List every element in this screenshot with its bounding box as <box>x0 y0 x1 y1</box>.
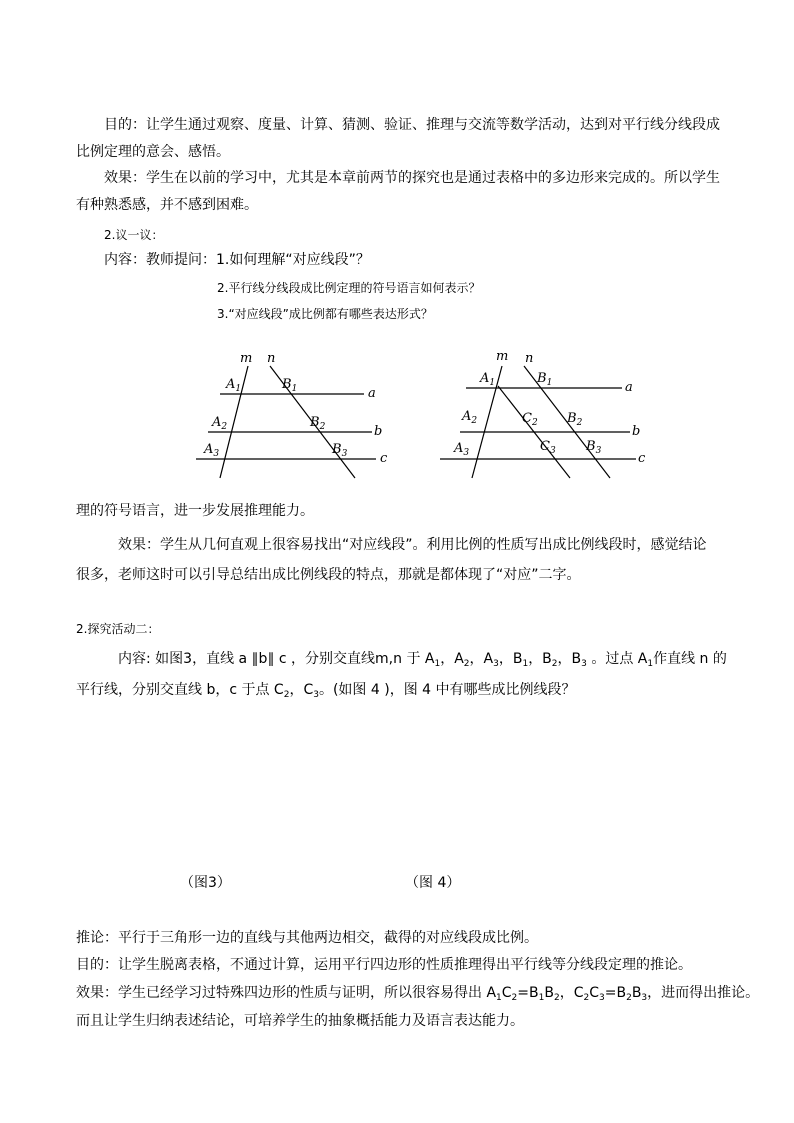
goal1-line1: 目的：让学生通过观察、度量、计算、猜测、验证、推理与交流等数学活动，达到对平行线分线段成 <box>104 117 720 133</box>
figure-left <box>190 348 390 484</box>
corollary-line: 推论：平行于三角形一边的直线与其他两边相交，截得的对应线段成比例。 <box>76 930 538 946</box>
svg-text:A2: $A_2$ <box>212 415 228 432</box>
point-C2: C <box>522 411 532 426</box>
line-label-c: c <box>638 451 646 466</box>
svg-text:A1: $A_1$ <box>226 377 242 394</box>
figure-4-caption: （图 4） <box>405 875 461 891</box>
svg-text:B2: $B_2$ <box>310 415 326 432</box>
effect1-line2: 有种熟悉感，并不感到困难。 <box>76 197 258 213</box>
line-label-a: a <box>368 386 376 401</box>
svg-text:A2: $A_2$ <box>462 409 478 426</box>
point-B2: B <box>567 411 577 426</box>
line-label-n: n <box>267 351 276 366</box>
content2-line1: 内容: 如图3，直线 a ∥b∥ c ，分别交直线m,n 于 $A_1$，$A_2$，$A_3$，$B_1$，$B_2$，$B_3$ 。过点 $A_1$作直线 n 的 <box>118 651 727 669</box>
line-label-b: b <box>374 424 383 439</box>
line-label-m: m <box>496 349 509 364</box>
point-B2: B <box>310 415 320 430</box>
effect2-line1: 效果：学生从几何直观上很容易找出“对应线段”。利用比例的性质写出成比例线段时，感觉结论 <box>118 537 707 553</box>
effect3-line2: 而且让学生归纳表述结论，可培养学生的抽象概括能力及语言表达能力。 <box>76 1013 524 1029</box>
goal1-line2: 比例定理的意会、感悟。 <box>76 144 230 160</box>
line-label-a: a <box>625 380 633 395</box>
point-B3: B <box>332 442 342 457</box>
figure-right <box>432 348 647 484</box>
goal2-line: 目的：让学生脱离表格，不通过计算，运用平行四边形的性质推理得出平行线等分线段定理的推论。 <box>76 957 692 973</box>
line-label-b: b <box>632 424 641 439</box>
point-A3: A <box>204 442 214 457</box>
effect3-line1: 效果：学生已经学习过特殊四边形的性质与证明，所以很容易得出 $A_1C_2=B_1B_2$，$C_2C_3=B_2B_3$，进而得出推论。 <box>76 985 760 1003</box>
svg-text:A3: $A_3$ <box>204 442 220 459</box>
svg-text:B3: $B_3$ <box>332 442 348 459</box>
point-A2: A <box>212 415 222 430</box>
point-C3: C <box>540 439 550 454</box>
point-A3: A <box>454 441 464 456</box>
point-B1: B <box>282 377 292 392</box>
discuss-title: 2.议一议： <box>104 228 164 242</box>
svg-text:A3: $A_3$ <box>454 441 470 458</box>
question-3: 3.“对应线段”成比例都有哪些表达形式？ <box>217 307 433 321</box>
point-A2: A <box>462 409 472 424</box>
line-label-c: c <box>380 451 388 466</box>
svg-text:A1: $A_1$ <box>480 371 496 388</box>
activity2-title: 2.探究活动二： <box>76 622 160 636</box>
svg-text:B1: $B_1$ <box>537 371 553 388</box>
figure-3-caption: （图3） <box>180 875 231 891</box>
point-A1: A <box>226 377 236 392</box>
question-2: 2.平行线分线段成比例定理的符号语言如何表示？ <box>217 281 481 295</box>
effect2-line2: 很多，老师这时可以引导总结出成比例线段的特点，那就是都体现了“对应”二字。 <box>76 567 581 583</box>
point-B1: B <box>537 371 547 386</box>
line-label-m: m <box>240 351 253 366</box>
point-B3: B <box>586 439 596 454</box>
svg-text:B1: $B_1$ <box>282 377 298 394</box>
svg-text:B2: $B_2$ <box>567 411 583 428</box>
svg-text:C3: $C_3$ <box>540 439 556 456</box>
content2-line2: 平行线，分别交直线 b，c 于点 $C_2$，$C_3$。(如图 4 )，图 4 中有哪些成比例线段？ <box>76 682 576 700</box>
point-A1: A <box>480 371 490 386</box>
line-label-n: n <box>525 351 534 366</box>
svg-text:C2: $C_2$ <box>522 411 538 428</box>
reasoning-line: 理的符号语言，进一步发展推理能力。 <box>76 503 314 519</box>
content-question-1: 内容：教师提问：1.如何理解“对应线段”？ <box>104 252 370 268</box>
svg-text:B3: $B_3$ <box>586 439 602 456</box>
effect1-line1: 效果：学生在以前的学习中，尤其是本章前两节的探究也是通过表格中的多边形来完成的。所以学生 <box>104 170 720 186</box>
